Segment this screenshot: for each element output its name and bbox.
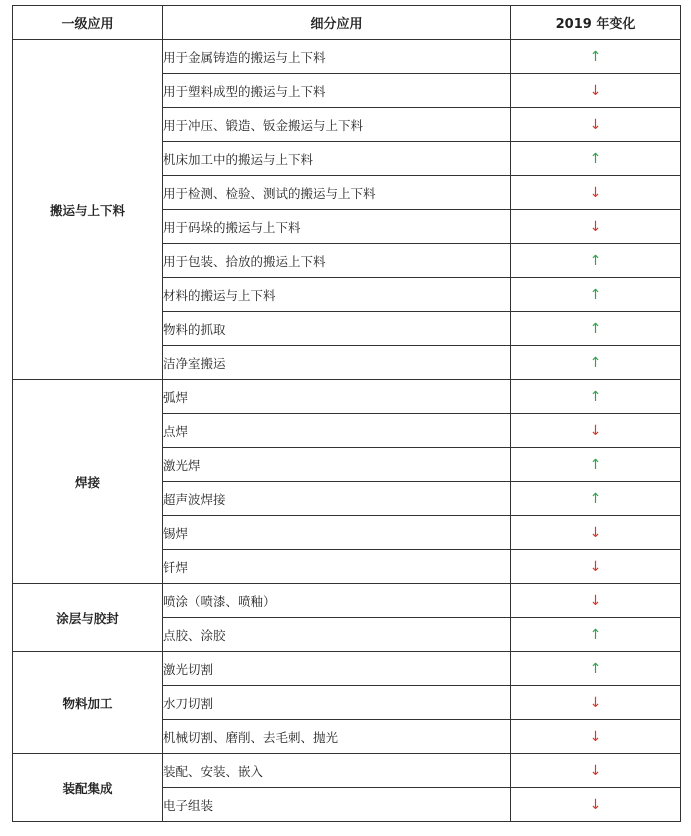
sub-application-cell: 用于冲压、锻造、钣金搬运与上下料	[163, 108, 511, 142]
sub-application-cell: 喷涂（喷漆、喷釉）	[163, 584, 511, 618]
arrow-up-icon: ↑	[589, 49, 602, 65]
change-cell	[511, 618, 681, 652]
header-row	[13, 6, 681, 40]
change-cell	[511, 278, 681, 312]
change-cell	[511, 74, 681, 108]
arrow-up-icon: ↑	[589, 661, 602, 677]
change-cell	[511, 754, 681, 788]
sub-application-cell: 机床加工中的搬运与上下料	[163, 142, 511, 176]
sub-application-cell: 激光切割	[163, 652, 511, 686]
change-cell	[511, 720, 681, 754]
change-cell	[511, 686, 681, 720]
arrow-down-icon: ↓	[589, 593, 602, 609]
change-cell	[511, 482, 681, 516]
arrow-down-icon: ↓	[589, 729, 602, 745]
sub-application-cell: 水刀切割	[163, 686, 511, 720]
table-row	[13, 652, 681, 686]
arrow-down-icon: ↓	[589, 559, 602, 575]
sub-application-cell: 超声波焊接	[163, 482, 511, 516]
arrow-down-icon: ↓	[589, 423, 602, 439]
arrow-up-icon: ↑	[589, 253, 602, 269]
change-cell	[511, 142, 681, 176]
sub-application-cell: 装配、安装、嵌入	[163, 754, 511, 788]
table-body	[13, 40, 681, 822]
header-primary-application: 一级应用	[13, 6, 163, 40]
table-row	[13, 40, 681, 74]
arrow-up-icon: ↑	[589, 457, 602, 473]
sub-application-cell: 点焊	[163, 414, 511, 448]
arrow-up-icon: ↑	[589, 627, 602, 643]
arrow-down-icon: ↓	[589, 797, 602, 813]
change-cell	[511, 652, 681, 686]
change-cell	[511, 380, 681, 414]
sub-application-cell: 用于包装、拾放的搬运上下料	[163, 244, 511, 278]
sub-application-cell: 机械切割、磨削、去毛刺、抛光	[163, 720, 511, 754]
primary-application-cell: 装配集成	[13, 754, 163, 822]
arrow-up-icon: ↑	[589, 287, 602, 303]
table-row	[13, 380, 681, 414]
sub-application-cell: 激光焊	[163, 448, 511, 482]
arrow-up-icon: ↑	[589, 321, 602, 337]
change-cell	[511, 584, 681, 618]
header-2019-change: 2019 年变化	[511, 6, 681, 40]
arrow-down-icon: ↓	[589, 525, 602, 541]
change-cell	[511, 108, 681, 142]
arrow-down-icon: ↓	[589, 185, 602, 201]
change-cell	[511, 176, 681, 210]
change-cell	[511, 414, 681, 448]
sub-application-cell: 弧焊	[163, 380, 511, 414]
arrow-up-icon: ↑	[589, 151, 602, 167]
header-sub-application: 细分应用	[163, 6, 511, 40]
arrow-up-icon: ↑	[589, 355, 602, 371]
change-cell	[511, 40, 681, 74]
sub-application-cell: 锡焊	[163, 516, 511, 550]
arrow-up-icon: ↑	[589, 389, 602, 405]
sub-application-cell: 材料的搬运与上下料	[163, 278, 511, 312]
primary-application-cell: 物料加工	[13, 652, 163, 754]
sub-application-cell: 钎焊	[163, 550, 511, 584]
change-cell	[511, 210, 681, 244]
change-cell	[511, 550, 681, 584]
sub-application-cell: 洁净室搬运	[163, 346, 511, 380]
arrow-down-icon: ↓	[589, 83, 602, 99]
change-cell	[511, 312, 681, 346]
table-header	[13, 6, 681, 40]
primary-application-cell: 搬运与上下料	[13, 40, 163, 380]
arrow-up-icon: ↑	[589, 491, 602, 507]
arrow-down-icon: ↓	[589, 117, 602, 133]
table-row	[13, 584, 681, 618]
sub-application-cell: 点胶、涂胶	[163, 618, 511, 652]
primary-application-cell: 焊接	[13, 380, 163, 584]
arrow-down-icon: ↓	[589, 763, 602, 779]
arrow-down-icon: ↓	[589, 219, 602, 235]
table-row	[13, 754, 681, 788]
sub-application-cell: 用于码垛的搬运与上下料	[163, 210, 511, 244]
change-cell	[511, 788, 681, 822]
sub-application-cell: 物料的抓取	[163, 312, 511, 346]
sub-application-cell: 用于检测、检验、测试的搬运与上下料	[163, 176, 511, 210]
sub-application-cell: 电子组装	[163, 788, 511, 822]
sub-application-cell: 用于金属铸造的搬运与上下料	[163, 40, 511, 74]
change-cell	[511, 448, 681, 482]
application-table	[12, 5, 681, 822]
arrow-down-icon: ↓	[589, 695, 602, 711]
change-cell	[511, 244, 681, 278]
sub-application-cell: 用于塑料成型的搬运与上下料	[163, 74, 511, 108]
primary-application-cell: 涂层与胶封	[13, 584, 163, 652]
change-cell	[511, 516, 681, 550]
change-cell	[511, 346, 681, 380]
